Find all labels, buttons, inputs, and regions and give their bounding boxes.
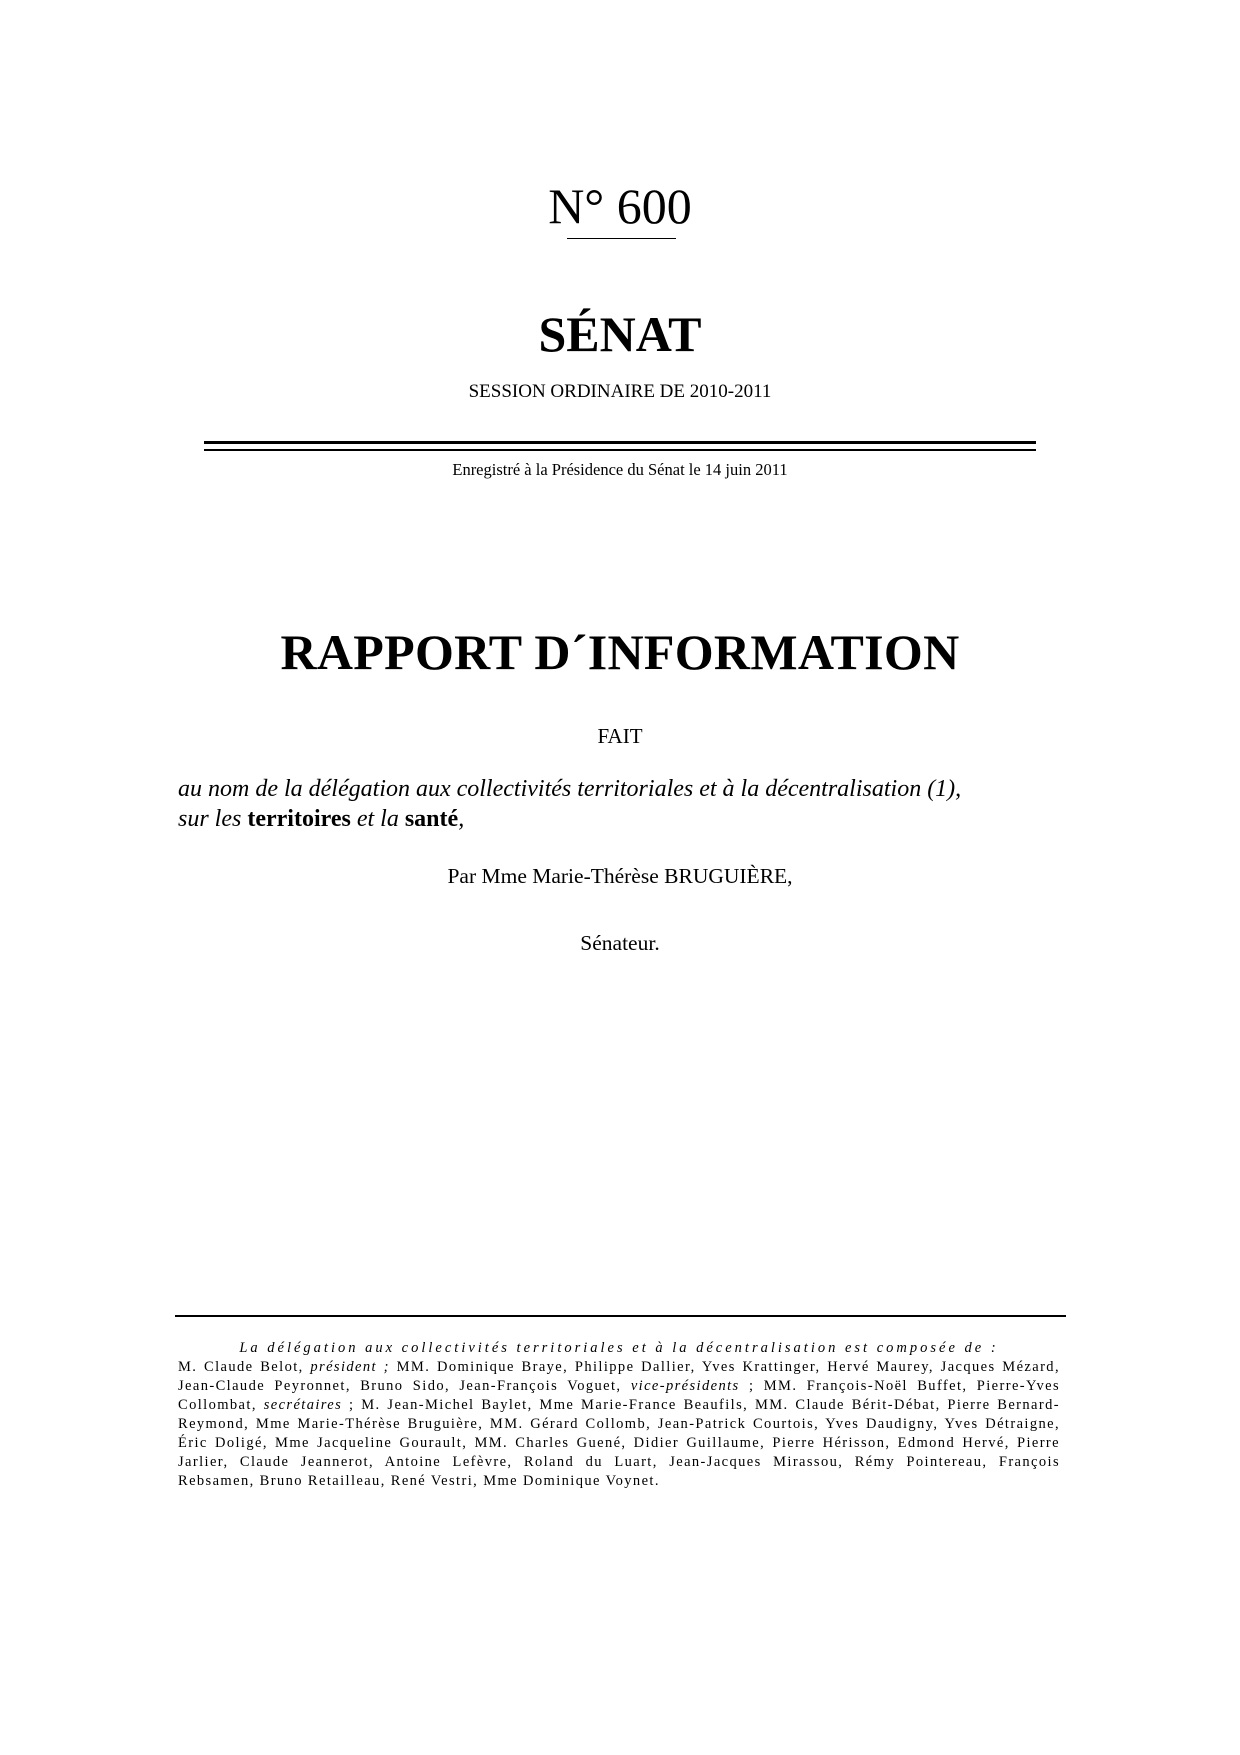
vice-presidents-label: vice-présidents: [630, 1378, 740, 1394]
composition-lead: La délégation aux collectivités territoriales et à la décentralisation est composée de :: [239, 1340, 999, 1356]
subject-health: santé: [404, 806, 459, 832]
author-title: Sénateur.: [580, 931, 660, 955]
subject-territories: territoires: [247, 806, 351, 832]
composition-part-2: MM. Dominique Braye, Philippe Dallier, Yves Krattinger, Hervé Maurey, Jacques Mézard, Jean-Claude Peyronnet, Bruno Sido, Jean-François Voguet,: [178, 1359, 1060, 1394]
session-label: SESSION ORDINAIRE DE 2010-2011: [468, 381, 772, 402]
header-rule-thin: [204, 449, 1036, 451]
subject-mid: et la: [350, 806, 405, 832]
registration-date: Enregistré à la Présidence du Sénat le 14 juin 2011: [452, 460, 788, 479]
header-rule-thick: [204, 441, 1036, 447]
subject-line-1: au nom de la délégation aux collectivités territoriales et à la décentralisation (1),: [178, 776, 962, 802]
report-title: RAPPORT D´INFORMATION: [280, 624, 960, 680]
composition-part-4: ; M. Jean-Michel Baylet, Mme Marie-France Beaufils, MM. Claude Bérit-Débat, Pierre Bernard-Reymond, Mme Marie-Thérèse Bruguière, MM. Gérard Collomb, Jean-Patrick Courtois, Yves Daudigny, Yves Détraigne, Éric Doligé, Mme Jacqueline Gourault, MM. Charles Guené, Didier Guillaume, Pierre Hérisson, Edmond Hervé, Pierre Jarlier, Claude Jeannerot, Antoine Lefèvre, Roland du Luart, Jean-Jacques Mirassou, Rémy Pointereau, François Rebsamen, Bruno Retailleau, René Vestri, Mme Dominique Voynet.: [178, 1397, 1061, 1489]
president-label: président ;: [310, 1359, 390, 1375]
subject-prefix: sur les: [178, 806, 248, 832]
secretaries-label: secrétaires: [263, 1397, 343, 1413]
composition-part-3: ; MM. François-Noël Buffet, Pierre-Yves Collombat,: [178, 1378, 1060, 1413]
footnote-rule: [175, 1315, 1066, 1317]
institution-heading: SÉNAT: [538, 306, 702, 362]
composition-part-1: M. Claude Belot,: [178, 1359, 311, 1375]
report-subject: [178, 774, 1068, 834]
delegation-composition: [178, 1339, 1060, 1491]
subject-suffix: ,: [458, 806, 465, 832]
report-number: N° 600: [548, 178, 692, 234]
author-line: Par Mme Marie-Thérèse BRUGUIÈRE,: [447, 864, 793, 888]
number-underline: [567, 238, 676, 239]
fait-label: FAIT: [597, 724, 643, 748]
